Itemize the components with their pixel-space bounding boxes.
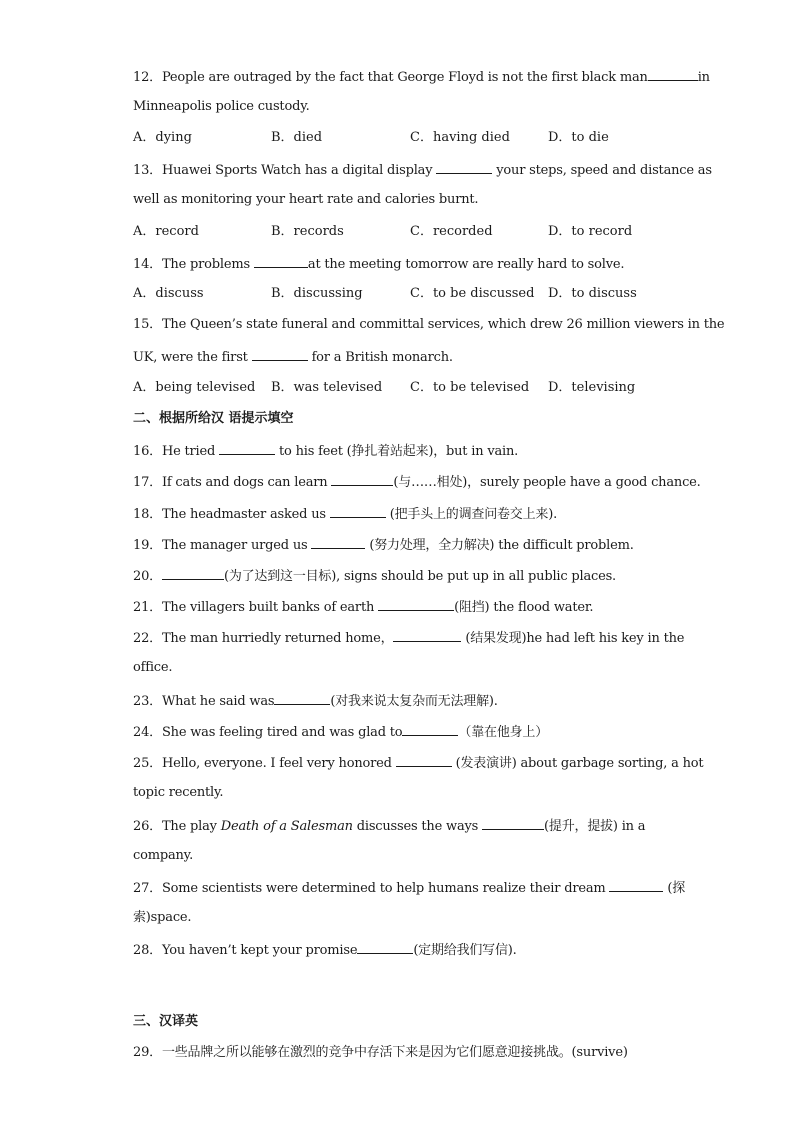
question-21 [133,598,593,616]
question-text: (与……相处)，surely people have a good chance. [393,475,701,490]
question-text: (探 [663,881,686,896]
question-20 [133,567,616,585]
answer-blank[interactable] [331,473,393,486]
answer-blank[interactable] [396,754,452,767]
question-29 [133,1045,628,1061]
question-text: Huawei Sports Watch has a digital display [161,163,437,178]
question-text: to his feet (挣扎着站起来)，but in vain. [275,444,519,459]
question-text: discusses the ways [352,819,483,834]
play-title: Death of a Salesman [220,819,353,834]
question-number: 16． [133,444,162,459]
question-26 [133,817,645,835]
question-text: (对我来说太复杂而无法理解). [330,694,498,709]
question-number: 29． [133,1045,162,1060]
question-text: Hello, everyone. I feel very honored [161,756,396,771]
question-text: UK, were the first [133,350,252,365]
question-text: (为了达到这一目标), signs should be put up in all public places. [223,569,616,584]
question-text: Some scientists were determined to help humans realize their dream [161,881,610,896]
option-b[interactable]: B．was televised [271,380,383,395]
question-12-line2: Minneapolis police custody. [133,99,310,114]
question-text: He tried [161,444,220,459]
question-number: 21． [133,600,162,615]
option-c[interactable]: C．having died [410,130,510,145]
question-number: 12． [133,70,162,85]
question-13-line2: well as monitoring your heart rate and calories burnt. [133,192,479,207]
question-16 [133,442,518,460]
question-text: The manager urged us [161,538,312,553]
option-a[interactable]: A．discuss [133,286,204,301]
question-18 [133,505,557,523]
answer-blank[interactable] [254,255,308,268]
question-number: 20． [133,569,162,584]
question-25-line2: topic recently. [133,785,224,800]
section-heading: 二、根据所给汉 语提示填空 [133,411,294,426]
question-17 [133,473,701,491]
option-d[interactable]: D．televising [548,380,636,395]
question-text: The problems [161,257,254,272]
answer-blank[interactable] [274,692,330,705]
question-24 [133,723,548,741]
question-26-line2: company. [133,848,194,863]
answer-blank[interactable] [252,348,308,361]
question-19 [133,536,634,554]
question-12 [133,68,710,86]
question-27 [133,879,685,897]
option-b[interactable]: B．records [271,224,344,239]
question-25 [133,754,703,772]
question-23 [133,692,498,710]
question-text: (定期给我们写信). [413,943,517,958]
answer-blank[interactable] [311,536,365,549]
question-number: 22． [133,631,162,646]
answer-blank[interactable] [482,817,544,830]
option-d[interactable]: D．to record [548,224,633,239]
question-27-line2: 索)space. [133,910,192,925]
question-text: (阻挡) the flood water. [454,600,594,615]
question-number: 23． [133,694,162,709]
option-d[interactable]: D．to die [548,130,609,145]
question-22 [133,629,684,647]
option-b[interactable]: B．died [271,130,323,145]
answer-blank[interactable] [330,505,386,518]
answer-blank[interactable] [219,442,275,455]
option-b[interactable]: B．discussing [271,286,363,301]
section-heading: 三、汉译英 [133,1014,199,1029]
question-number: 26． [133,819,162,834]
question-28 [133,941,517,959]
question-text: If cats and dogs can learn [161,475,332,490]
answer-blank[interactable] [357,941,413,954]
answer-blank[interactable] [648,68,698,81]
question-text: People are outraged by the fact that George Floyd is not the first black man [161,70,648,85]
question-text: (把手头上的调查问卷交上来). [385,507,558,522]
question-number: 18． [133,507,162,522]
question-number: 24． [133,725,162,740]
question-number: 17． [133,475,162,490]
answer-blank[interactable] [436,161,492,174]
question-text: at the meeting tomorrow are really hard to solve. [307,257,625,272]
question-text: The Queen’s state funeral and committal services, which drew 26 million viewers in the [161,317,725,332]
question-text: (发表演讲) about garbage sorting, a hot [451,756,704,771]
question-text: （靠在他身上） [458,725,549,740]
question-text: The play [161,819,221,834]
question-14 [133,255,624,273]
question-text: in [697,70,710,85]
answer-blank[interactable] [378,598,454,611]
question-text: You haven’t kept your promise [161,943,358,958]
question-22-line2: office. [133,660,173,675]
option-a[interactable]: A．being televised [133,380,256,395]
question-15 [133,317,724,333]
question-number: 27． [133,881,162,896]
option-c[interactable]: C．to be televised [410,380,530,395]
option-c[interactable]: C．recorded [410,224,493,239]
answer-blank[interactable] [393,629,461,642]
question-number: 13． [133,163,162,178]
answer-blank[interactable] [609,879,663,892]
question-number: 15． [133,317,162,332]
option-a[interactable]: A．dying [133,130,192,145]
question-text: The man hurriedly returned home， [161,631,394,646]
option-c[interactable]: C．to be discussed [410,286,535,301]
question-text: (努力处理，全力解决) the difficult problem. [365,538,634,553]
option-a[interactable]: A．record [133,224,199,239]
question-number: 14． [133,257,162,272]
question-number: 19． [133,538,162,553]
question-text: 一些品牌之所以能够在激烈的竞争中存活下来是因为它们愿意迎接挑战。(survive) [161,1045,628,1060]
question-15-line2 [133,348,453,366]
question-text: for a British monarch. [307,350,453,365]
option-d[interactable]: D．to discuss [548,286,637,301]
question-text: your steps, speed and distance as [492,163,712,178]
question-number: 28． [133,943,162,958]
question-text: The villagers built banks of earth [161,600,379,615]
question-text: (提升，提拔) in a [544,819,646,834]
question-number: 25． [133,756,162,771]
answer-blank[interactable] [162,567,224,580]
answer-blank[interactable] [402,723,458,736]
question-13 [133,161,712,179]
question-text: What he said was [161,694,275,709]
question-text: (结果发现)he had left his key in the [461,631,685,646]
question-text: She was feeling tired and was glad to [161,725,403,740]
question-text: The headmaster asked us [161,507,330,522]
